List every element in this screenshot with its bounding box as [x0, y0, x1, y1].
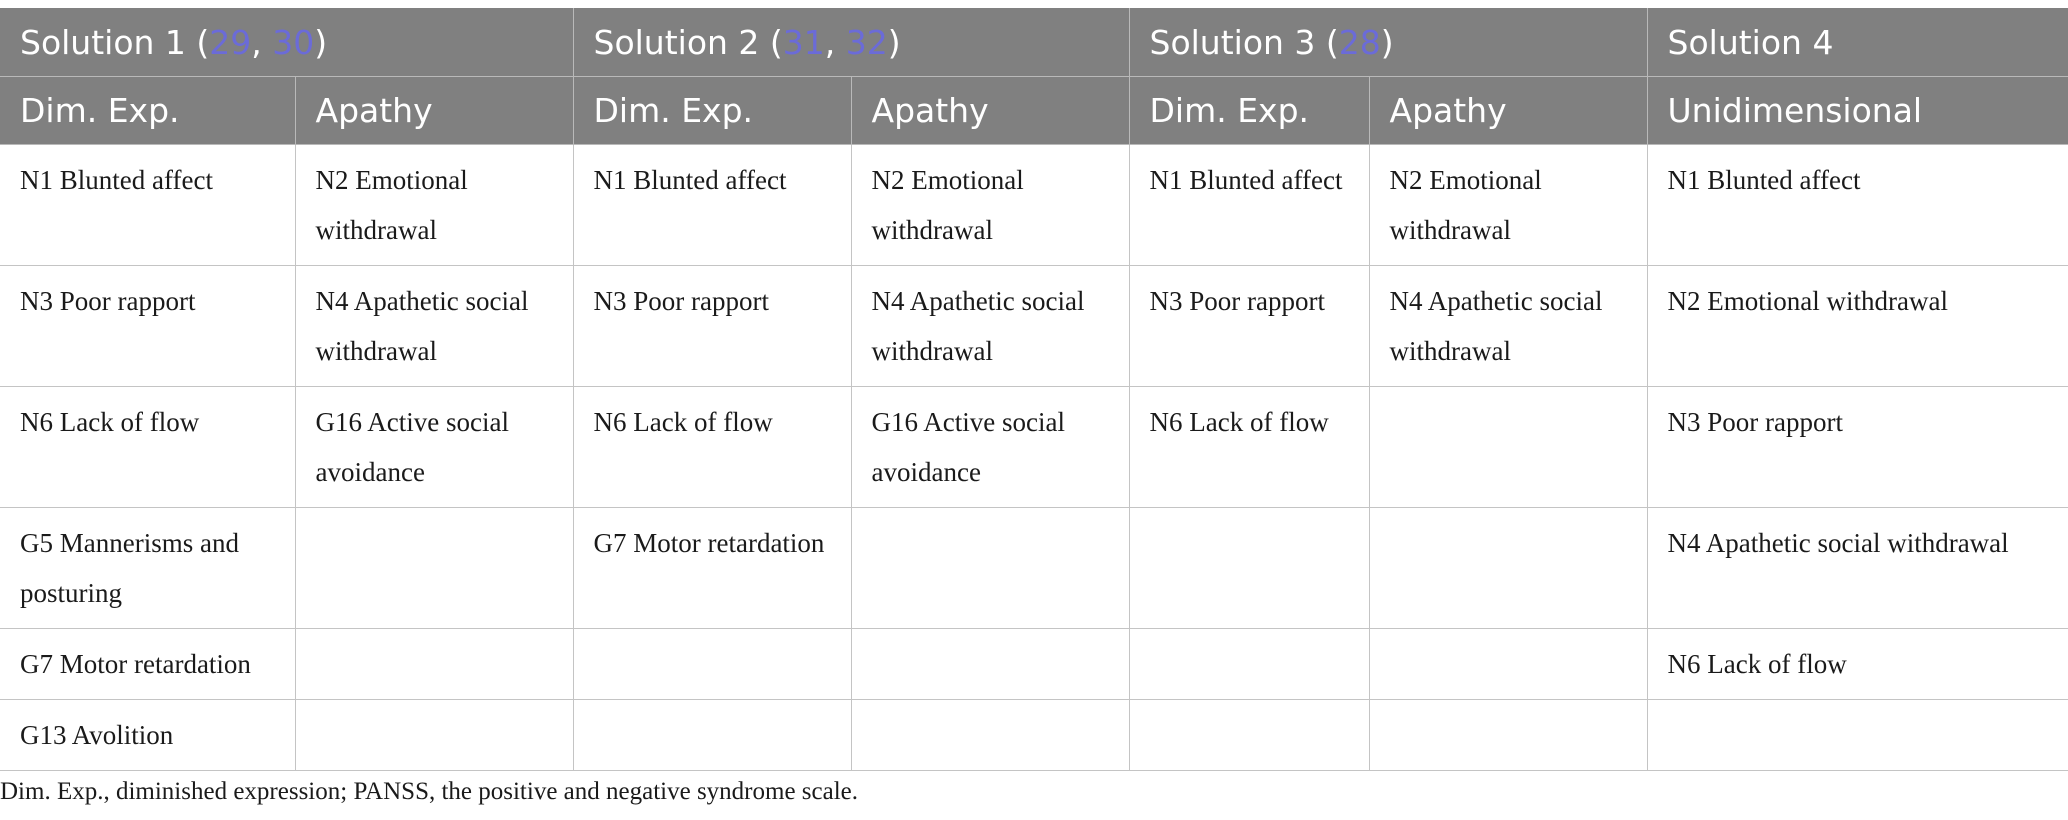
table-cell [295, 508, 573, 629]
reference-link-29[interactable]: 29 [209, 22, 252, 62]
table-cell [1369, 629, 1647, 700]
group-header-solution-4: Solution 4 [1647, 8, 2068, 77]
table-cell: N6 Lack of flow [0, 387, 295, 508]
table-cell [1369, 387, 1647, 508]
table-cell: N2 Emotional withdrawal [295, 145, 573, 266]
table-cell: N3 Poor rapport [1129, 266, 1369, 387]
table-cell: N6 Lack of flow [1647, 629, 2068, 700]
subheader-dim-exp: Dim. Exp. [0, 77, 295, 145]
subheader-row [0, 77, 2068, 145]
table-row [0, 145, 2068, 266]
table-cell: G13 Avolition [0, 700, 295, 771]
table-cell [1129, 629, 1369, 700]
table-cell: G7 Motor retardation [573, 508, 851, 629]
table-cell [295, 700, 573, 771]
table-row [0, 700, 2068, 771]
table-cell: N2 Emotional withdrawal [1369, 145, 1647, 266]
table-row [0, 387, 2068, 508]
table-cell [1369, 700, 1647, 771]
group-header-solution-1: Solution 1 (29, 30) [0, 8, 573, 77]
table-cell [1129, 700, 1369, 771]
reference-link-30[interactable]: 30 [272, 22, 315, 62]
table-cell [851, 508, 1129, 629]
reference-link-32[interactable]: 32 [845, 22, 888, 62]
table-cell: N2 Emotional withdrawal [851, 145, 1129, 266]
subheader-dim-exp: Dim. Exp. [1129, 77, 1369, 145]
table-cell [1369, 508, 1647, 629]
table-cell [573, 700, 851, 771]
subheader-apathy: Apathy [851, 77, 1129, 145]
table-row [0, 629, 2068, 700]
table-footnote: Dim. Exp., diminished expression; PANSS, the positive and negative syndrome scale. [0, 778, 859, 805]
table-cell: N4 Apathetic social withdrawal [1647, 508, 2068, 629]
table-cell: N6 Lack of flow [1129, 387, 1369, 508]
table-cell: N1 Blunted affect [1129, 145, 1369, 266]
table-cell: G7 Motor retardation [0, 629, 295, 700]
table-row [0, 508, 2068, 629]
table-cell [1129, 508, 1369, 629]
table-cell [851, 629, 1129, 700]
reference-link-31[interactable]: 31 [782, 22, 825, 62]
table-cell: N4 Apathetic social withdrawal [851, 266, 1129, 387]
table-row [0, 266, 2068, 387]
group-header-row [0, 8, 2068, 77]
table-cell: N3 Poor rapport [573, 266, 851, 387]
results-table [0, 8, 2068, 771]
table-cell: N3 Poor rapport [0, 266, 295, 387]
table-cell: N4 Apathetic social withdrawal [1369, 266, 1647, 387]
table-cell: N1 Blunted affect [573, 145, 851, 266]
subheader-apathy: Apathy [1369, 77, 1647, 145]
group-header-solution-2: Solution 2 (31, 32) [573, 8, 1129, 77]
table-cell: G16 Active social avoidance [851, 387, 1129, 508]
group-header-solution-3: Solution 3 (28) [1129, 8, 1647, 77]
table-cell: G5 Mannerisms and posturing [0, 508, 295, 629]
table-cell [1647, 700, 2068, 771]
subheader-dim-exp: Dim. Exp. [573, 77, 851, 145]
table-cell: N1 Blunted affect [1647, 145, 2068, 266]
table-cell [295, 629, 573, 700]
table-cell: N6 Lack of flow [573, 387, 851, 508]
subheader-unidimensional: Unidimensional [1647, 77, 2068, 145]
table-cell: G16 Active social avoidance [295, 387, 573, 508]
table-cell: N1 Blunted affect [0, 145, 295, 266]
subheader-apathy: Apathy [295, 77, 573, 145]
table-cell [573, 629, 851, 700]
table-cell: N4 Apathetic social withdrawal [295, 266, 573, 387]
table-cell: N3 Poor rapport [1647, 387, 2068, 508]
reference-link-28[interactable]: 28 [1338, 22, 1381, 62]
table-cell: N2 Emotional withdrawal [1647, 266, 2068, 387]
table-cell [851, 700, 1129, 771]
